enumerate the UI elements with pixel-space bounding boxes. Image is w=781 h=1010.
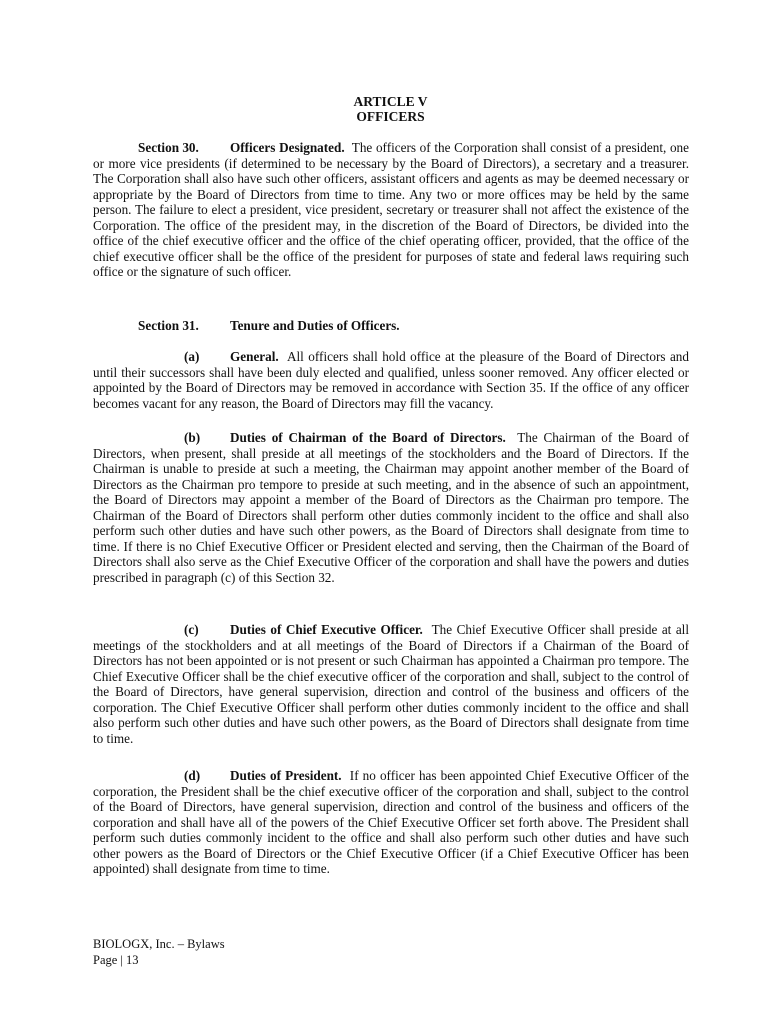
- section-30-title: Officers Designated.: [230, 140, 345, 155]
- subsection-c-text: The Chief Executive Officer shall preside at all meetings of the stockholders and at all meetings of the Board of Directors if a Chairman of the Board of Directors has not been appointed or is not present or such Chairman has appointed a Chairman pro tempore. The Chief Executive Officer shall be the chief executive officer of the corporation and shall, subject to the control of the Board of Directors, have general supervision, direction and control of the business and officers of the corporation. The Chief Executive Officer shall perform other duties commonly incident to the office and shall also perform such other duties and have such other powers, as the Board of Directors shall designate from time to time.: [93, 622, 690, 746]
- section-31-number: Section 31.: [138, 318, 199, 333]
- subsection-b: [93, 430, 689, 585]
- section-31: [93, 318, 689, 334]
- subsection-d-text: If no officer has been appointed Chief Executive Officer of the corporation, the President shall be the chief executive officer of the corporation and shall, subject to the control of the Board of Directors, have general supervision, direction and control of the business and officers of the corporation and shall have all of the powers of the Chief Executive Officer set forth above. The President shall perform such duties commonly incident to the office and shall also perform such other duties and have such other powers as the Board of Directors or the Chief Executive Officer (if a Chief Executive Officer has been appointed) shall designate from time to time.: [93, 768, 690, 876]
- subsection-c: [93, 622, 689, 746]
- section-31-title: Tenure and Duties of Officers.: [230, 318, 400, 333]
- article-title: ARTICLE V: [353, 94, 428, 109]
- subsection-b-text: The Chairman of the Board of Directors, when present, shall preside at all meetings of the stockholders and the Board of Directors. If the Chairman is unable to preside at such a meeting, the Chairman may appoint another member of the Board of Directors as the Chairman pro tempore to preside at such meeting, and in the absence of such an appointment, the Board of Directors may appoint a member of the Board of Directors as the Chairman pro tempore. The Chairman of the Board of Directors shall perform other duties commonly incident to the office and shall also perform such other duties and have such other powers, as the Board of Directors shall designate from time to time. If there is no Chief Executive Officer or President elected and serving, then the Chairman of the Board of Directors shall also serve as the Chief Executive Officer of the corporation and shall have the powers and duties prescribed in paragraph (c) of this Section 32.: [93, 430, 689, 585]
- subsection-c-number: (c): [184, 622, 199, 637]
- subsection-a-title: General.: [230, 349, 279, 364]
- article-heading: [0, 94, 781, 124]
- subsection-b-number: (b): [184, 430, 201, 445]
- subsection-b-paragraph: [93, 430, 689, 585]
- section-30-number: Section 30.: [138, 140, 199, 155]
- subsection-c-title: Duties of Chief Executive Officer.: [230, 622, 423, 637]
- article-subtitle: OFFICERS: [356, 109, 425, 124]
- subsection-d-title: Duties of President.: [230, 768, 342, 783]
- section-30-paragraph: [93, 140, 689, 280]
- subsection-a-number: (a): [184, 349, 200, 364]
- section-30: [93, 140, 689, 280]
- section-31-heading: [93, 318, 689, 334]
- subsection-d-paragraph: [93, 768, 689, 877]
- subsection-a-text: All officers shall hold office at the pleasure of the Board of Directors and until their successors shall have been duly elected and qualified, unless sooner removed. Any officer elected or appointed by the Board of Directors may be removed in accordance with Section 35. If the office of any officer becomes vacant for any reason, the Board of Directors may fill the vacancy.: [93, 349, 689, 411]
- footer-page-number: Page | 13: [93, 953, 139, 967]
- subsection-d: [93, 768, 689, 877]
- subsection-c-paragraph: [93, 622, 689, 746]
- page-footer: [93, 936, 225, 968]
- subsection-d-number: (d): [184, 768, 201, 783]
- subsection-a-paragraph: [93, 349, 689, 411]
- section-30-text: The officers of the Corporation shall consist of a president, one or more vice presidents (if determined to be necessary by the Board of Directors), a secretary and a treasurer. The Corporation shall also have such other officers, assistant officers and agents as may be deemed necessary or appropriate by the Board of Directors from time to time. Any two or more offices may be held by the same person. The failure to elect a president, vice president, secretary or treasurer shall not affect the existence of the Corporation. The office of the president may, in the discretion of the Board of Directors, be divided into the office of the chief executive officer and the office of the chief operating officer, provided, that the office of the chief executive officer shall be the office of the president for purposes of state and federal laws requiring such office or the signature of such officer.: [93, 140, 689, 279]
- footer-company: BIOLOGX, Inc. – Bylaws: [93, 937, 225, 951]
- subsection-b-title: Duties of Chairman of the Board of Directors.: [230, 430, 506, 445]
- subsection-a: [93, 349, 689, 411]
